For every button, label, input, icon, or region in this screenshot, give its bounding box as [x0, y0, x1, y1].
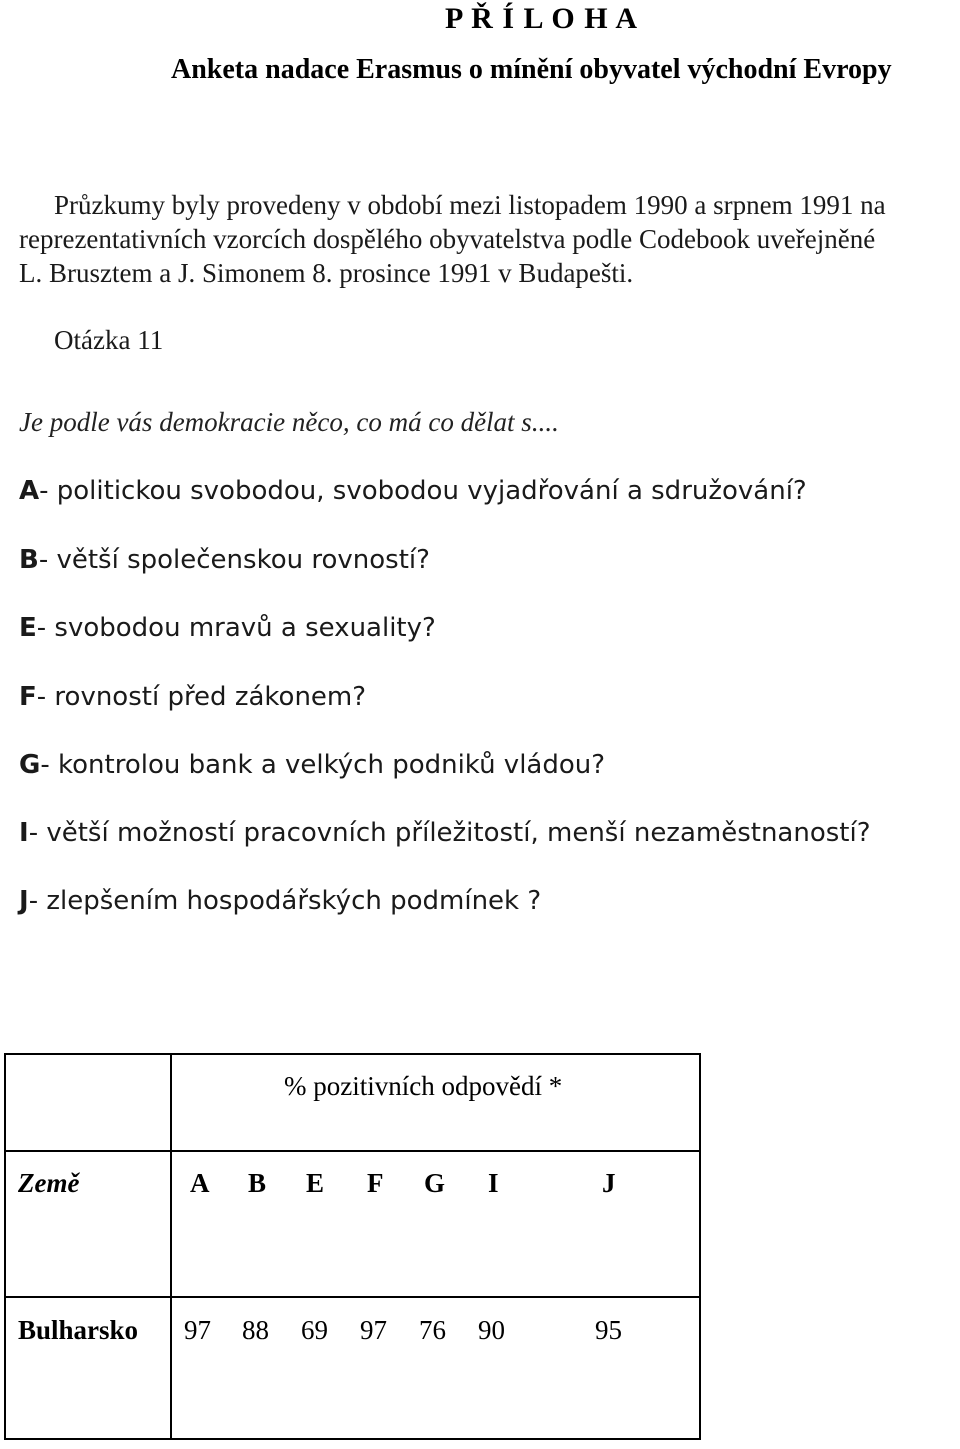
results-table [4, 1053, 701, 1440]
table-rule [4, 1150, 701, 1152]
row-country: Bulharsko [18, 1315, 139, 1345]
header-col: J [602, 1168, 616, 1198]
question-text: Je podle vás demokracie něco, co má co dělat s.... [19, 407, 559, 437]
header-col: E [306, 1168, 325, 1198]
option-a [19, 476, 807, 506]
table-rule-right [699, 1053, 701, 1440]
option-key: I [19, 818, 29, 848]
option-key: A [19, 476, 40, 506]
option-b [19, 545, 430, 575]
table-rule [170, 1053, 172, 1440]
table-rule-left [4, 1053, 6, 1440]
option-text: - svobodou mravů a sexuality? [36, 613, 436, 643]
row-value: 69 [301, 1315, 328, 1345]
row-value: 95 [595, 1315, 622, 1345]
option-text: - větší možností pracovních příležitostí, menší nezaměstnaností? [28, 818, 871, 848]
row-value: 88 [242, 1315, 269, 1345]
header-col: B [248, 1168, 267, 1198]
table-caption: % pozitivních odpovědí * [284, 1071, 563, 1101]
option-text: - kontrolou bank a velkých podniků vládou? [40, 750, 606, 780]
option-e [19, 613, 436, 643]
option-key: B [19, 545, 39, 575]
option-g [19, 750, 605, 780]
option-f [19, 682, 366, 712]
option-text: - zlepšením hospodářských podmínek ? [28, 886, 542, 916]
option-key: J [19, 886, 29, 916]
row-value: 97 [184, 1315, 211, 1345]
table-rule-top [4, 1053, 701, 1055]
option-text: - větší společenskou rovností? [38, 545, 430, 575]
header-country: Země [18, 1168, 80, 1198]
page-subtitle: Anketa nadace Erasmus o mínění obyvatel východní Evropy [171, 54, 892, 85]
header-col: I [488, 1168, 499, 1198]
intro-line-2: reprezentativních vzorcích dospělého obyvatelstva podle Codebook uveřejněné [19, 224, 876, 254]
row-value: 76 [419, 1315, 446, 1345]
option-j [19, 886, 541, 916]
row-value: 90 [478, 1315, 505, 1345]
header-col: A [190, 1168, 210, 1198]
option-i [19, 818, 871, 848]
table-rule [4, 1296, 701, 1298]
header-col: F [367, 1168, 384, 1198]
option-key: E [19, 613, 37, 643]
option-key: G [19, 750, 41, 780]
table-rule-bottom [4, 1438, 701, 1440]
option-text: - rovností před zákonem? [36, 682, 367, 712]
option-text: - politickou svobodou, svobodou vyjadřování a sdružování? [39, 476, 807, 506]
intro-line-1: Průzkumy byly provedeny v období mezi listopadem 1990 a srpnem 1991 na [54, 190, 886, 220]
option-key: F [19, 682, 37, 712]
intro-line-3: L. Brusztem a J. Simonem 8. prosince 1991 v Budapešti. [19, 258, 634, 288]
header-col: G [424, 1168, 446, 1198]
question-label: Otázka 11 [54, 325, 164, 355]
page-title: P Ř Í L O H A [445, 2, 639, 35]
row-value: 97 [360, 1315, 387, 1345]
